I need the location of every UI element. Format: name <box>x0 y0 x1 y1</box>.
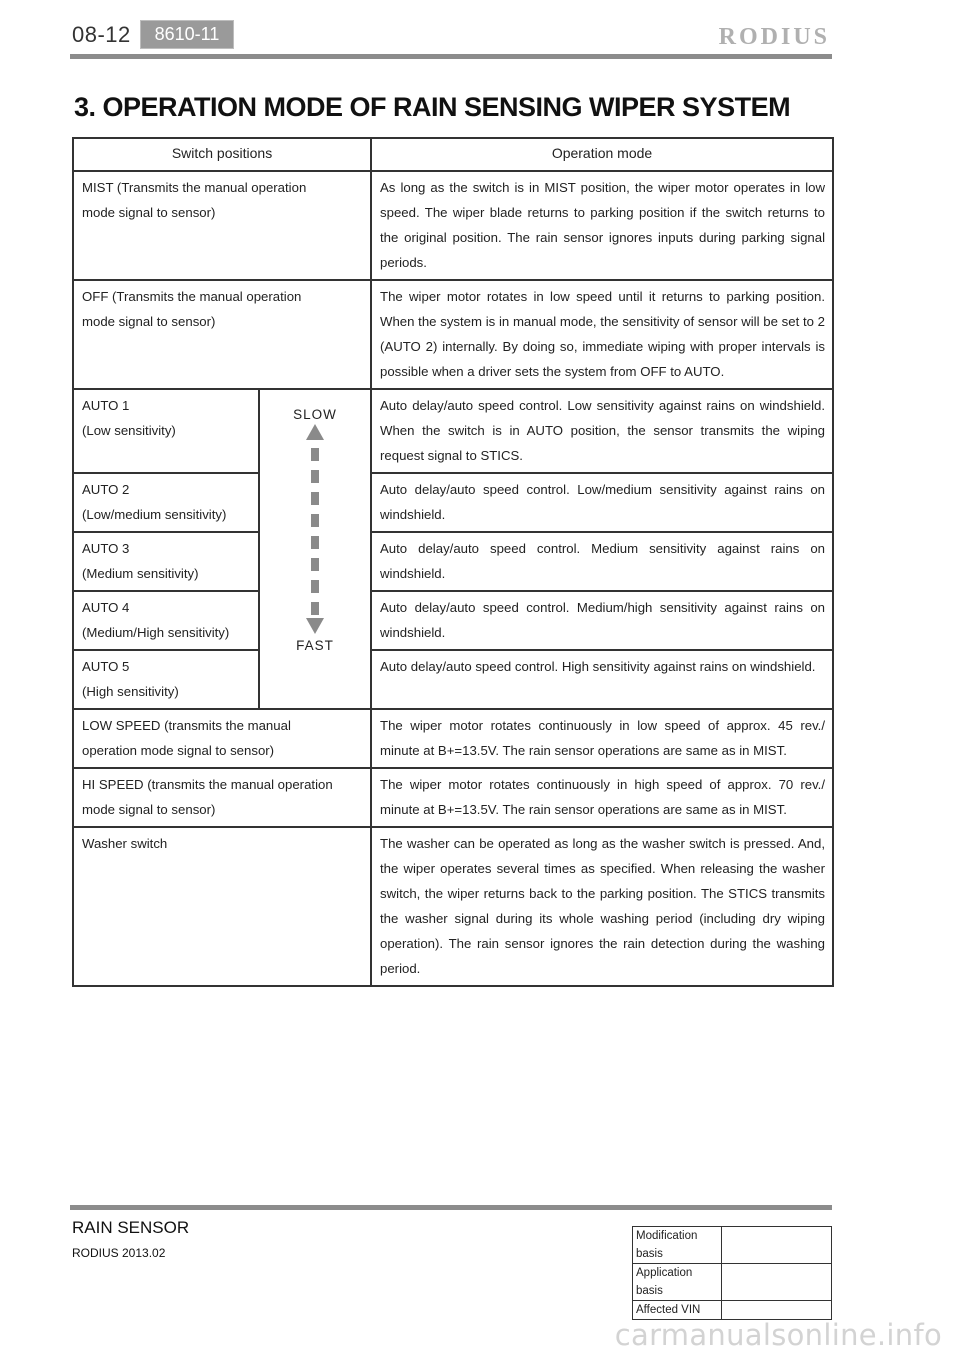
mod-row <box>633 1227 832 1264</box>
mode-cell: The wiper motor rotates in low speed until it returns to parking position. When the system is in manual mode, the sensitivity of sensor will be set to 2 (AUTO 2) internally. By doing so, immediate wiping with proper intervals is possible when a driver sets the system from OFF to AUTO. <box>371 280 833 389</box>
switch-line: (Medium sensitivity) <box>82 566 199 581</box>
switch-line: mode signal to sensor) <box>82 314 216 329</box>
footer-title: RAIN SENSOR <box>72 1218 190 1237</box>
table-row <box>73 473 833 532</box>
col-header-switch: Switch positions <box>73 138 371 171</box>
mode-cell: The wiper motor rotates continuously in low speed of approx. 45 rev./ minute at B+=13.5V. The rain sensor operations are same as in MIST. <box>371 709 833 768</box>
switch-line: Washer switch <box>82 836 168 851</box>
sensitivity-indicator <box>259 389 371 709</box>
switch-line: AUTO 1 <box>82 398 130 413</box>
switch-line: (Low/medium sensitivity) <box>82 507 227 522</box>
switch-cell <box>73 389 259 473</box>
switch-line: (Medium/High sensitivity) <box>82 625 230 640</box>
mod-label: Application basis <box>633 1264 722 1301</box>
section-code-badge: 8610-11 <box>140 20 234 49</box>
table-row <box>73 591 833 650</box>
switch-line: LOW SPEED (transmits the manual <box>82 718 291 733</box>
table-row <box>73 389 833 473</box>
mode-cell: The washer can be operated as long as the washer switch is pressed. And, the wiper operates several times as specified. When releasing the washer switch, the wiper returns back to the parking position. The STICS transmits the washer signal during its whole washing period (including dry wiping operation). The rain sensor ignores the rain detection during the washing period. <box>371 827 833 986</box>
mode-cell: Auto delay/auto speed control. Medium/high sensitivity against rains on windshield. <box>371 591 833 650</box>
switch-cell <box>73 280 371 389</box>
mode-cell: The wiper motor rotates continuously in high speed of approx. 70 rev./ minute at B+=13.5V. The rain sensor operations are same as in MIST. <box>371 768 833 827</box>
switch-line: AUTO 4 <box>82 600 130 615</box>
switch-cell <box>73 532 259 591</box>
watermark: carmanualsonline.info <box>614 1318 942 1352</box>
table-row <box>73 709 833 768</box>
page-number: 08-12 <box>72 22 131 47</box>
mod-value <box>722 1264 832 1301</box>
mode-cell: Auto delay/auto speed control. Low sensitivity against rains on windshield. When the switch is in AUTO position, the sensor transmits the wiping request signal to STICS. <box>371 389 833 473</box>
switch-line: AUTO 5 <box>82 659 130 674</box>
indicator-slow-label: SLOW <box>293 407 337 422</box>
switch-cell <box>73 591 259 650</box>
header-divider <box>70 54 832 59</box>
switch-line: MIST (Transmits the manual operation <box>82 180 307 195</box>
footer-subtitle: RODIUS 2013.02 <box>72 1246 166 1260</box>
operation-mode-table <box>72 137 834 987</box>
mod-label: Modification basis <box>633 1227 722 1264</box>
table-row <box>73 280 833 389</box>
switch-line: operation mode signal to sensor) <box>82 743 275 758</box>
indicator-fast-label: FAST <box>296 638 334 653</box>
mode-cell: As long as the switch is in MIST position, the wiper motor operates in low speed. The wiper blade returns to parking position if the switch returns to the original position. The rain sensor ignores inputs during parking signal periods. <box>371 171 833 280</box>
mod-label: Affected VIN <box>633 1301 722 1320</box>
switch-line: AUTO 3 <box>82 541 130 556</box>
table-header-row <box>73 138 833 171</box>
switch-line: OFF (Transmits the manual operation <box>82 289 302 304</box>
col-header-mode: Operation mode <box>371 138 833 171</box>
table-row <box>73 650 833 709</box>
switch-line: mode signal to sensor) <box>82 802 216 817</box>
switch-cell <box>73 473 259 532</box>
switch-cell <box>73 709 371 768</box>
mode-cell: Auto delay/auto speed control. Medium sensitivity against rains on windshield. <box>371 532 833 591</box>
switch-cell <box>73 827 371 986</box>
switch-line: (High sensitivity) <box>82 684 179 699</box>
switch-cell <box>73 768 371 827</box>
slow-fast-arrow-icon <box>305 424 325 634</box>
table-row <box>73 171 833 280</box>
mod-value <box>722 1301 832 1320</box>
table-row <box>73 768 833 827</box>
switch-cell <box>73 171 371 280</box>
mod-value <box>722 1227 832 1264</box>
switch-line: HI SPEED (transmits the manual operation <box>82 777 333 792</box>
mode-cell: Auto delay/auto speed control. Low/medium sensitivity against rains on windshield. <box>371 473 833 532</box>
table-row <box>73 532 833 591</box>
switch-cell <box>73 650 259 709</box>
switch-line: mode signal to sensor) <box>82 205 216 220</box>
brand-logo: RODIUS <box>718 24 830 50</box>
footer-divider <box>70 1205 832 1210</box>
modification-table <box>632 1226 832 1320</box>
switch-line: (Low sensitivity) <box>82 423 176 438</box>
mod-row <box>633 1301 832 1320</box>
mode-cell: Auto delay/auto speed control. High sensitivity against rains on windshield. <box>371 650 833 709</box>
switch-line: AUTO 2 <box>82 482 130 497</box>
mod-row <box>633 1264 832 1301</box>
table-row <box>73 827 833 986</box>
page-title: 3. OPERATION MODE OF RAIN SENSING WIPER SYSTEM <box>74 92 791 122</box>
